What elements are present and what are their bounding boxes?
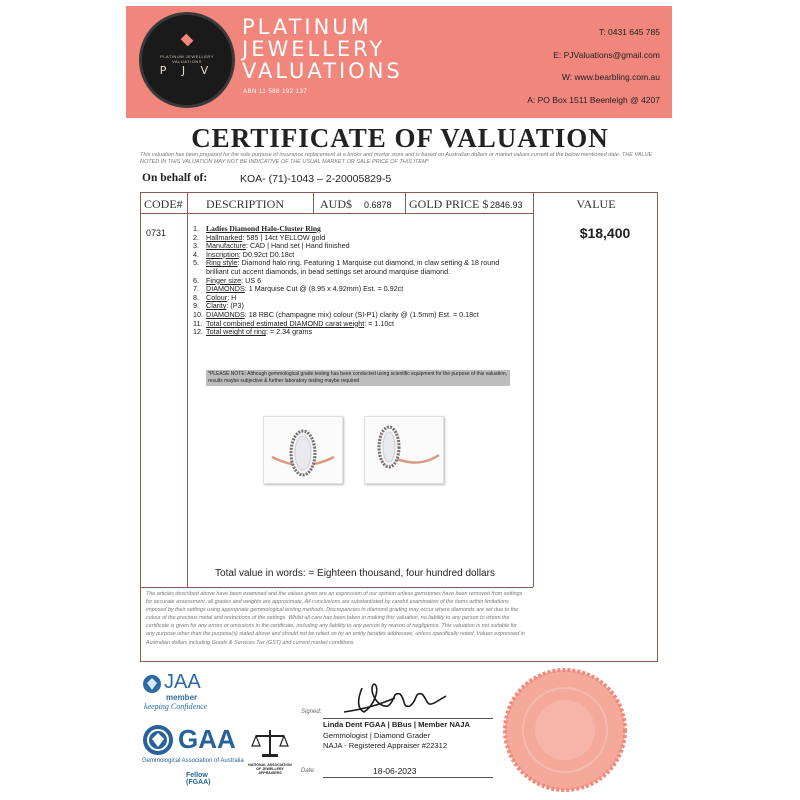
logo-letters: P J V xyxy=(159,64,215,77)
scales-icon xyxy=(248,728,292,758)
list-item: 9. Clarity: (P3) xyxy=(193,301,244,311)
signer-registration: NAJA - Registered Appraiser #22312 xyxy=(323,741,448,750)
header-aud-value: 0.6878 xyxy=(364,200,392,210)
gaa-name: GAA xyxy=(178,724,236,754)
jaa-member: member xyxy=(166,693,198,702)
ring-side-icon xyxy=(365,417,443,483)
signature-line xyxy=(323,718,493,719)
company-name xyxy=(242,16,403,82)
gaa-fellow: Fellow (FGAA) xyxy=(186,772,211,786)
list-item: 10. DIAMONDS: 18 RBC (champagne mix) colour (SI-P1) clarity @ (1.5mm) Est. = 0.18ct xyxy=(193,309,479,319)
contact-website: W: www.bearbling.com.au xyxy=(561,72,660,82)
certificate-date: 18-06-2023 xyxy=(373,766,417,776)
jaa-gem-icon xyxy=(142,674,162,694)
list-item: 8. Colour: H xyxy=(193,292,237,302)
column-divider xyxy=(405,192,406,213)
total-value-words: Total value in words: = Eighteen thousand, four hundred dollars xyxy=(215,568,495,579)
terms-text: The articles described above have been examined and the values given are an expression of our opinion unless gemstones have been removed from settings for accurate assessment, all grades and weights are approximate. All conclusions are substantiated by careful examination of the items within limitations imposed by their settings using appropriate gemmological testing methods. Discrepancies in diamond grading may occur where diamonds are set due to the colour of the precious metal and restrictions of the settings. Whilst all care has been taken in making this valuation, no liability to any person to whom the certificate is given for any errors or omissions in the certificate, including any liability to any person by reason of negligence. This valuation is not suitable for any purpose other than the purpose(s) stated above and should not be relied on by an entity besides addressee, unless specifically noted. Values expressed in Australian dollars including Goods & Services Tax (GST) and current market conditions. xyxy=(146,591,525,646)
ring-front-icon xyxy=(264,417,342,483)
list-item: 12. Total weight of ring: = 2.34 grams xyxy=(193,327,313,337)
header-description: DESCRIPTION xyxy=(206,197,285,211)
valuation-disclaimer: This valuation has been prepared for the sole purpose of insurance replacement at a bricks and mortar store and is based on Australian dollars or market values current at the below mentioned date. THE VALUE NOTED IN THIS VALUATION MAY NOT BE INDICATIVE OF THE USUAL MARKET OR SALE PRICE OF THIS ITEM* xyxy=(140,152,653,165)
certificate-title: CERTIFICATE OF VALUATION xyxy=(191,123,609,153)
company-seal xyxy=(503,668,627,792)
logo-ring-text: PLATINUM JEWELLERY VALUATIONS xyxy=(160,54,214,64)
jaa-name: JAA xyxy=(164,671,201,693)
valuation-amount: $18,400 xyxy=(579,225,631,241)
item-description-list xyxy=(193,225,513,337)
on-behalf-value: KOA- (71)-1043 – 2-20005829-5 xyxy=(240,173,392,185)
list-item: 7. DIAMONDS: 1 Marquise Cut @ (8.95 x 4.92mm) Est. = 0.92ct xyxy=(193,284,404,294)
header-row-divider xyxy=(140,213,533,214)
column-divider xyxy=(313,192,314,213)
on-behalf-label: On behalf of: xyxy=(142,172,208,184)
list-item: 2. Hallmarked: 585 | 14ct YELLOW gold xyxy=(193,232,326,242)
gaa-gem-icon xyxy=(142,724,174,756)
contact-phone: T: 0431 645 785 xyxy=(599,27,660,37)
list-item: 11. Total combined estimated DIAMOND carat weight: = 1.10ct xyxy=(193,318,394,328)
date-label: Date: xyxy=(301,768,316,774)
list-item: 5. Ring style: Diamond halo ring. Featuring 1 Marquise cut diamond, in claw setting & 18 round brilliant cut accent diamonds, in bead settings set around marquise diamond. xyxy=(193,258,500,276)
header-gold-label: GOLD PRICE $ xyxy=(409,197,489,211)
company-name-line-1: PLATINUM xyxy=(242,15,372,39)
header-code: CODE# xyxy=(144,197,183,211)
item-code: 0731 xyxy=(146,228,167,238)
header-aud-label: AUD$ xyxy=(320,197,352,211)
ring-photo-front xyxy=(263,416,343,484)
ring-photo-side xyxy=(364,416,444,484)
header-value: VALUE xyxy=(576,197,616,211)
jaa-tagline: keeping Confidence xyxy=(144,702,208,711)
company-name-line-2: JEWELLERY xyxy=(242,37,386,61)
testing-note: *PLEASE NOTE: Although gemmological grade testing has been conducted using scientific equipment for the purpose of this valuation, results maybe subjective & further laboratory testing maybe required xyxy=(206,370,510,386)
column-divider xyxy=(187,192,188,587)
gaa-full-name: Gemmological Association of Australia xyxy=(142,758,244,764)
signed-label: Signed: xyxy=(301,709,322,715)
header-gold-value: 2846.93 xyxy=(490,200,523,210)
list-item: 4. Inscription: D0.92ct D0.18ct xyxy=(193,249,295,259)
list-item: 6. Finger size: US 6 xyxy=(193,275,262,285)
contact-address: A: PO Box 1511 Beenleigh @ 4207 xyxy=(527,95,660,105)
date-line xyxy=(323,777,493,778)
list-item: 1. Ladies Diamond Halo-Cluster Ring xyxy=(193,224,321,233)
abn-number: ABN 11 588 192 137 xyxy=(243,89,308,95)
signature-image xyxy=(340,678,450,718)
terms-divider xyxy=(140,587,533,588)
signer-name: Linda Dent FGAA | BBus | Member NAJA xyxy=(323,720,470,729)
naja-label: NATIONAL ASSOCIATION OF JEWELLERY APPRAISERS xyxy=(248,763,292,775)
contact-email: E: PJValuations@gmail.com xyxy=(553,50,660,60)
signer-role: Gemmologist | Diamond Grader xyxy=(323,731,431,740)
list-item: 3. Manufacture: CAD | Hand set | Hand finished xyxy=(193,241,350,251)
column-divider xyxy=(533,192,534,587)
company-name-line-3: VALUATIONS xyxy=(242,59,403,83)
naja-logo xyxy=(248,728,292,775)
